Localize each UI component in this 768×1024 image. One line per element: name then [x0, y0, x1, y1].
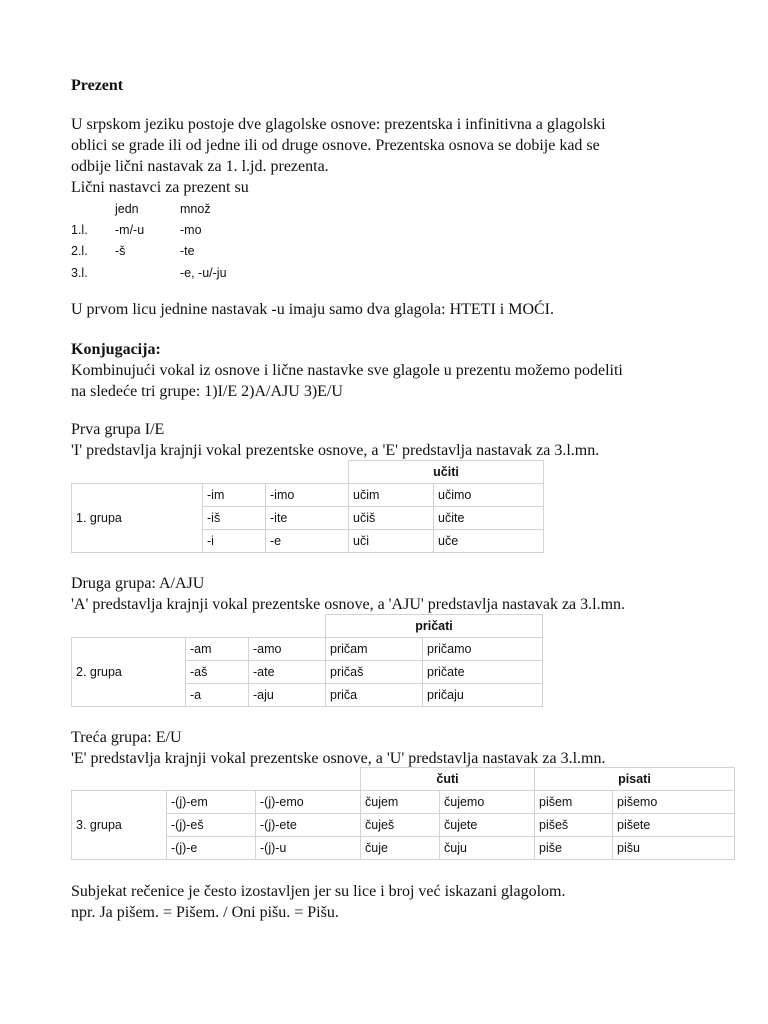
endings-table — [71, 198, 227, 283]
group3-heading-block — [71, 727, 711, 769]
table-cell: priča — [326, 684, 423, 707]
table-cell: -(j)-eš — [167, 814, 256, 837]
intro-paragraph — [71, 114, 711, 198]
conjugation-line: Kombinujući vokal iz osnove i lične nastavke sve glagole u prezentu možemo podeliti — [71, 362, 623, 379]
conjugation-section — [71, 339, 711, 402]
group3-table — [71, 767, 735, 860]
verb-header: čuti — [361, 768, 535, 791]
group-label: 2. grupa — [72, 638, 186, 707]
closing-line: Subjekat rečenice je često izostavljen jer su lice i broj već iskazani glagolom. — [71, 883, 566, 900]
group2-table — [71, 614, 543, 707]
table-cell: -mo — [180, 222, 202, 237]
table-cell: uče — [434, 530, 544, 553]
table-cell: čuje — [361, 837, 440, 860]
table-cell: -e, -u/-ju — [180, 265, 227, 280]
endings-heading: Lični nastavci za prezent su — [71, 179, 249, 196]
table-cell: pišemo — [613, 791, 735, 814]
table-cell: 1.l. — [71, 222, 88, 237]
table-cell: učimo — [434, 484, 544, 507]
table-row — [72, 837, 735, 860]
table-cell: -(j)-e — [167, 837, 256, 860]
table-row — [72, 768, 735, 791]
table-cell: pričam — [326, 638, 423, 661]
table-cell: -š — [115, 244, 126, 259]
table-cell: piše — [535, 837, 613, 860]
table-cell: -i — [203, 530, 266, 553]
table-row — [71, 262, 227, 283]
group1-table — [71, 460, 544, 553]
table-cell: -a — [186, 684, 249, 707]
table-row — [71, 241, 227, 262]
group1-description: 'I' predstavlja krajnji vokal prezentske osnove, a 'E' predstavlja nastavak za 3.l.mn. — [71, 442, 600, 459]
table-cell: -am — [186, 638, 249, 661]
table-row — [71, 198, 227, 219]
verb-header: pisati — [535, 768, 735, 791]
table-cell — [71, 198, 115, 219]
first-person-note: U prvom licu jednine nastavak -u imaju samo dva glagola: HTETI i MOĆI. — [71, 301, 554, 318]
table-header: jedn — [115, 201, 139, 216]
table-header: množ — [180, 201, 211, 216]
table-corner — [72, 615, 326, 638]
table-cell: čuju — [440, 837, 535, 860]
group3-title: Treća grupa: E/U — [71, 729, 182, 746]
table-corner — [72, 461, 349, 484]
table-cell: -te — [180, 244, 195, 259]
table-row — [72, 791, 735, 814]
table-cell: -ate — [249, 661, 326, 684]
table-cell: -imo — [266, 484, 349, 507]
table-cell: -amo — [249, 638, 326, 661]
table-cell: -im — [203, 484, 266, 507]
table-cell: čujem — [361, 791, 440, 814]
group2-title: Druga grupa: A/AJU — [71, 575, 205, 592]
intro-line: odbije lični nastavak za 1. l.jd. prezenta. — [71, 158, 329, 175]
table-cell: učite — [434, 507, 544, 530]
table-cell: pričaju — [423, 684, 543, 707]
table-cell: pišu — [613, 837, 735, 860]
conjugation-heading: Konjugacija: — [71, 341, 161, 358]
table-cell: pričamo — [423, 638, 543, 661]
table-cell: 2.l. — [71, 244, 88, 259]
table-cell: -ite — [266, 507, 349, 530]
table-row — [71, 219, 227, 240]
group1-title: Prva grupa I/E — [71, 421, 165, 438]
table-cell: pričate — [423, 661, 543, 684]
table-cell: pišeš — [535, 814, 613, 837]
table-row — [72, 638, 543, 661]
table-cell: -(j)-emo — [256, 791, 361, 814]
table-cell: učim — [349, 484, 434, 507]
group2-description: 'A' predstavlja krajnji vokal prezentske osnove, a 'AJU' predstavlja nastavak za 3.l.mn. — [71, 596, 626, 613]
table-cell: -iš — [203, 507, 266, 530]
table-row — [72, 615, 543, 638]
group2-heading-block — [71, 573, 711, 615]
table-cell: pričaš — [326, 661, 423, 684]
group3-description: 'E' predstavlja krajnji vokal prezentske osnove, a 'U' predstavlja nastavak za 3.l.mn. — [71, 750, 606, 767]
table-cell: pišete — [613, 814, 735, 837]
verb-header: pričati — [326, 615, 543, 638]
table-cell: -(j)-em — [167, 791, 256, 814]
table-cell: učiš — [349, 507, 434, 530]
table-cell: čujete — [440, 814, 535, 837]
table-cell: -(j)-ete — [256, 814, 361, 837]
closing-example: npr. Ja pišem. = Pišem. / Oni pišu. = Pišu. — [71, 904, 339, 921]
group1-heading-block — [71, 419, 711, 461]
table-cell — [115, 262, 180, 283]
table-cell: pišem — [535, 791, 613, 814]
table-cell: 3.l. — [71, 265, 88, 280]
table-row — [72, 814, 735, 837]
table-cell: uči — [349, 530, 434, 553]
group-label: 1. grupa — [72, 484, 203, 553]
table-cell: -m/-u — [115, 222, 145, 237]
table-cell: -aju — [249, 684, 326, 707]
table-row — [72, 484, 544, 507]
closing-paragraph — [71, 881, 711, 923]
page-title: Prezent — [71, 77, 124, 94]
group-label: 3. grupa — [72, 791, 167, 860]
table-row — [72, 461, 544, 484]
table-cell: čuješ — [361, 814, 440, 837]
table-corner — [72, 768, 361, 791]
intro-line: U srpskom jeziku postoje dve glagolske osnove: prezentska i infinitivna a glagolski — [71, 116, 606, 133]
table-cell: čujemo — [440, 791, 535, 814]
table-cell: -e — [266, 530, 349, 553]
intro-line: oblici se grade ili od jedne ili od druge osnove. Prezentska osnova se dobije kad se — [71, 137, 600, 154]
table-cell: -(j)-u — [256, 837, 361, 860]
verb-header: učiti — [349, 461, 544, 484]
table-cell: -aš — [186, 661, 249, 684]
conjugation-line: na sledeće tri grupe: 1)I/E 2)A/AJU 3)E/U — [71, 383, 343, 400]
